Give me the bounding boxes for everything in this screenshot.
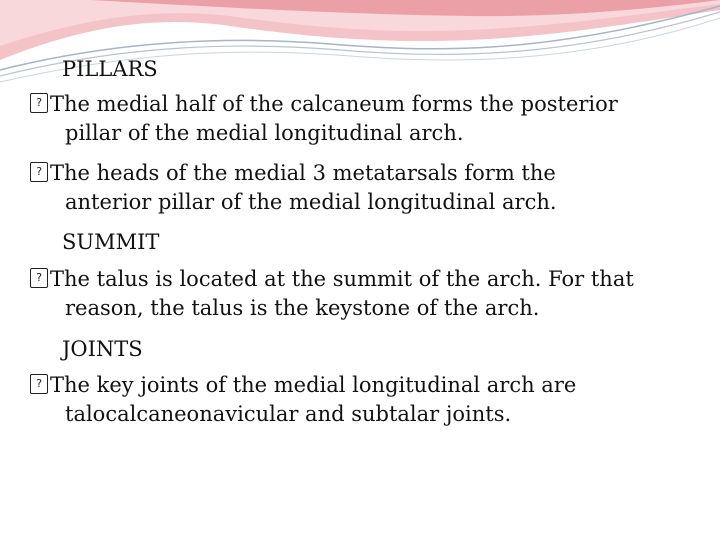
heading-summit: SUMMIT — [62, 230, 160, 254]
bullet-glyph-icon: ? — [30, 374, 48, 394]
bullet-anterior-pillar — [30, 159, 700, 217]
bullet-text-line: anterior pillar of the medial longitudinal arch. — [65, 190, 557, 214]
bullet-glyph-icon: ? — [30, 93, 48, 113]
bullet-key-joints — [30, 371, 700, 429]
bullet-text-line: reason, the talus is the keystone of the arch. — [65, 296, 540, 320]
bullet-glyph-icon: ? — [30, 162, 48, 182]
bullet-text-line: The medial half of the calcaneum forms the posterior — [50, 92, 618, 116]
heading-joints: JOINTS — [62, 337, 143, 361]
bullet-glyph-icon: ? — [30, 268, 48, 288]
bullet-talus-summit — [30, 265, 700, 323]
bullet-text-line: The heads of the medial 3 metatarsals form the — [50, 161, 556, 185]
bullet-text-line: The key joints of the medial longitudinal arch are — [50, 373, 577, 397]
bullet-text-line: pillar of the medial longitudinal arch. — [65, 121, 464, 145]
bullet-text-line: talocalcaneonavicular and subtalar joints. — [65, 402, 512, 426]
bullet-posterior-pillar — [30, 90, 700, 148]
heading-pillars: PILLARS — [62, 57, 158, 81]
bullet-text-line: The talus is located at the summit of the arch. For that — [50, 267, 634, 291]
